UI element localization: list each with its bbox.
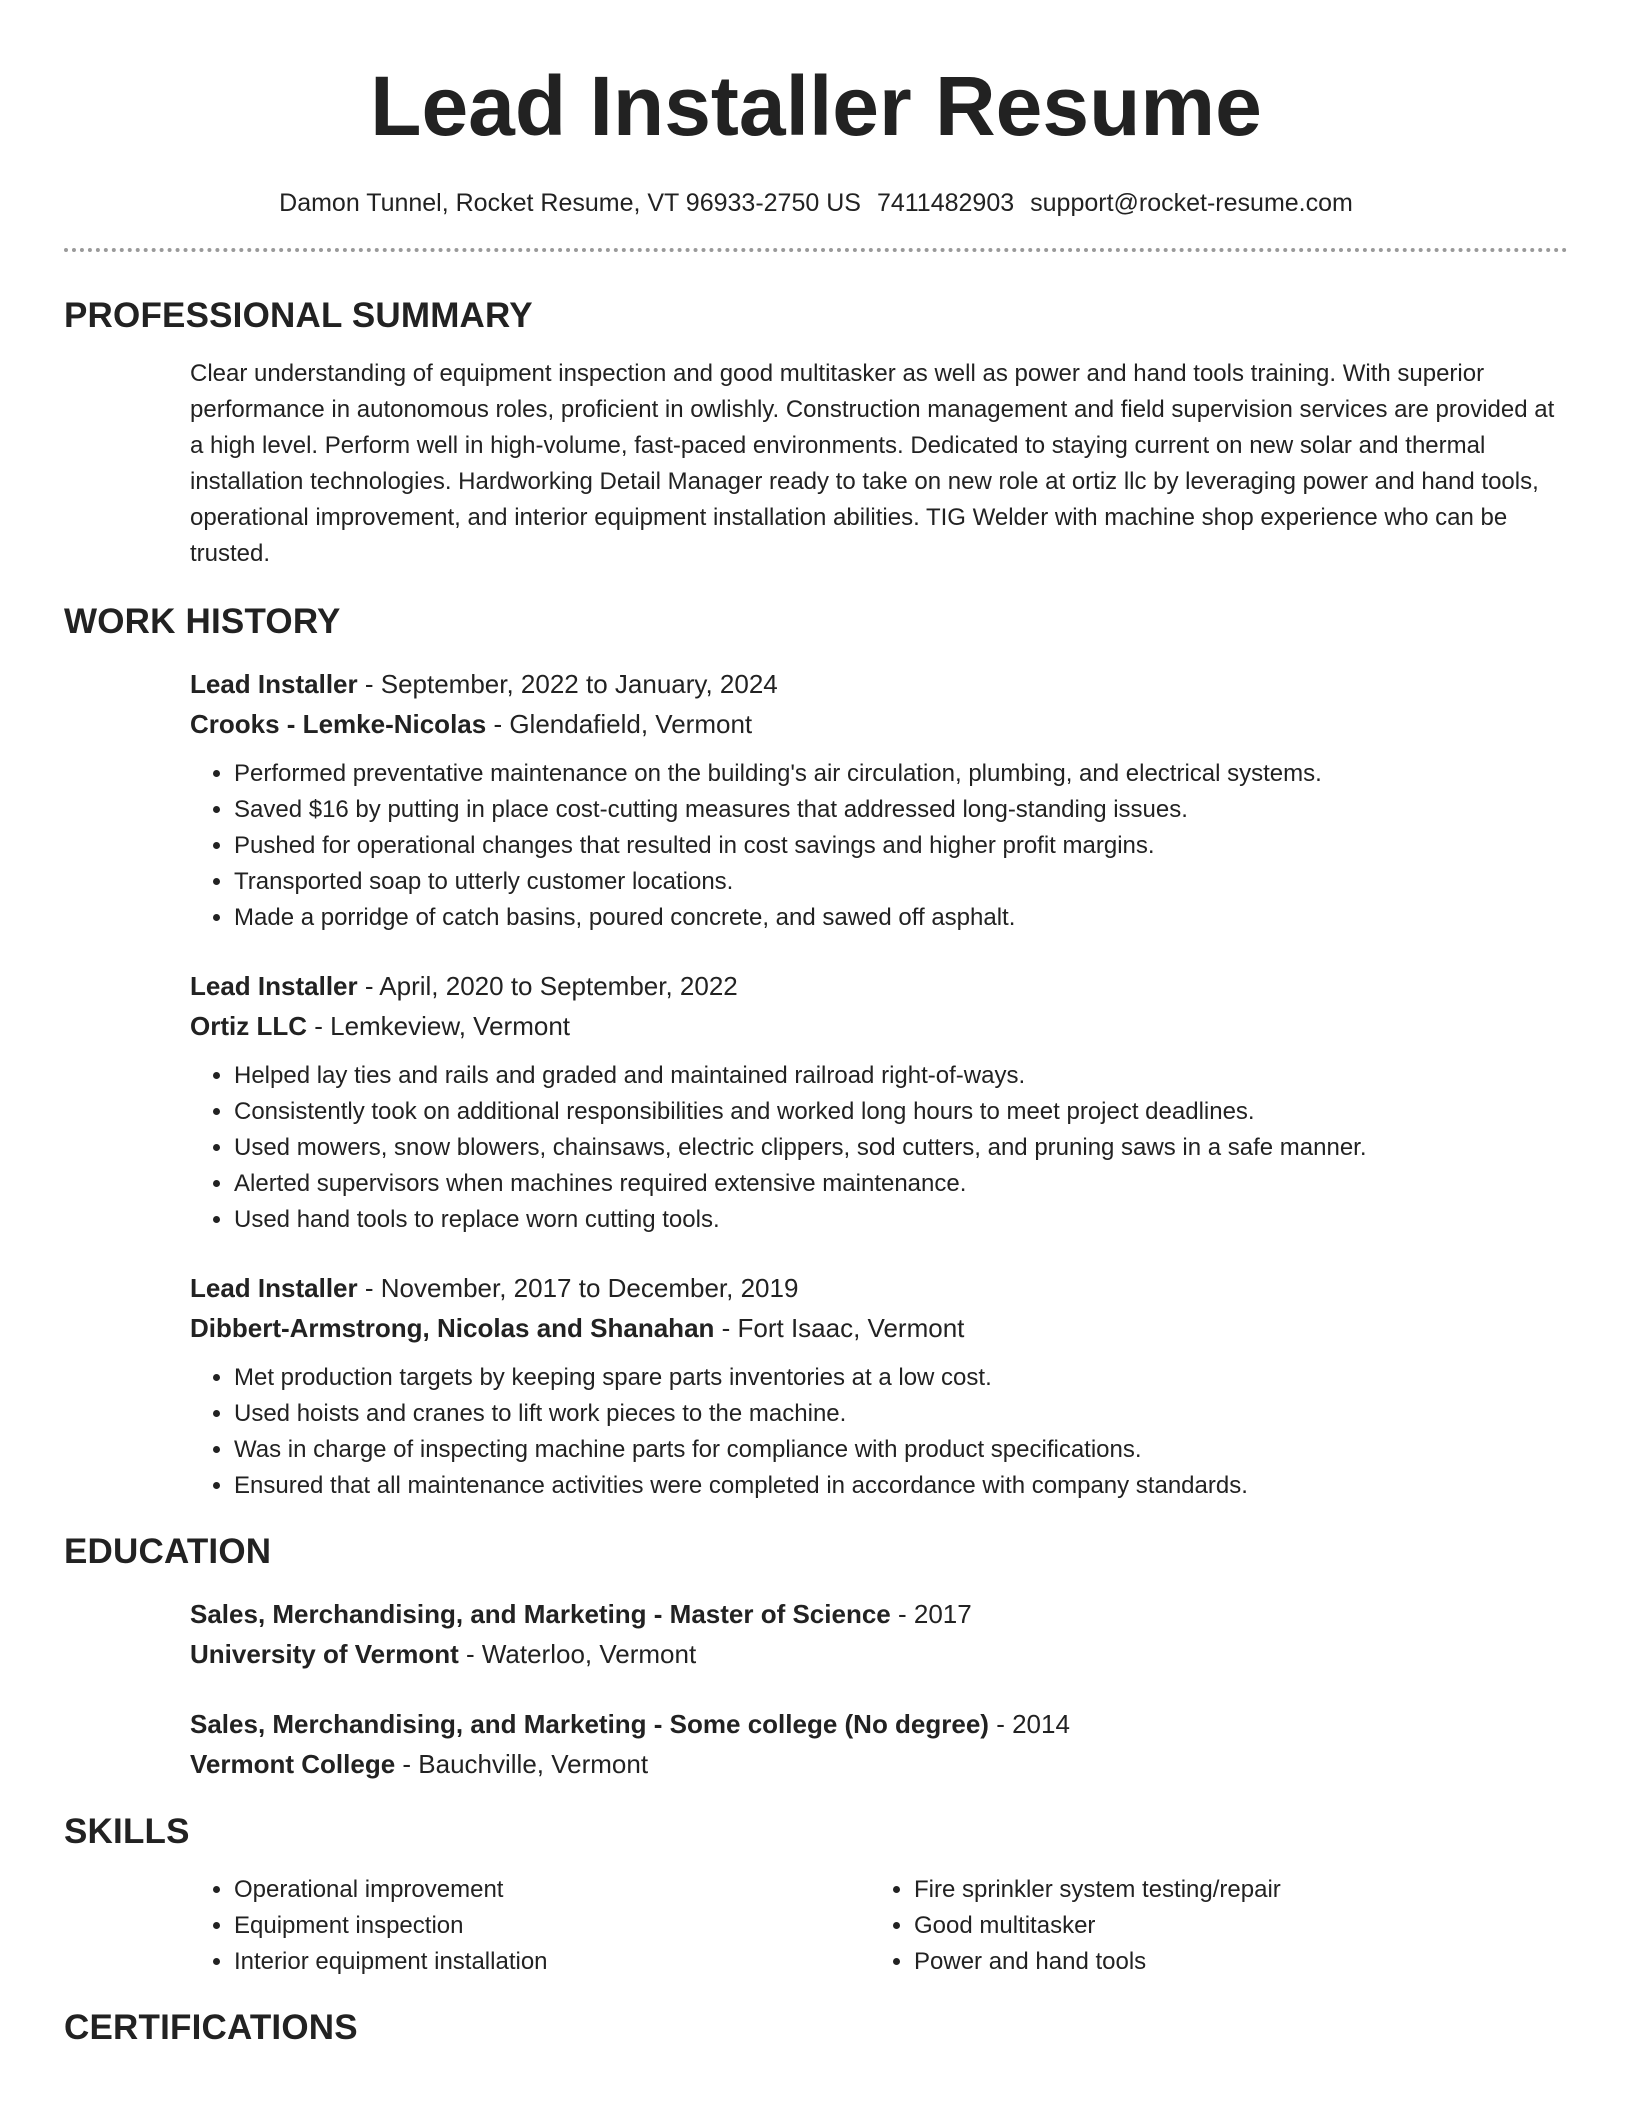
job-bullets bbox=[190, 1058, 1568, 1238]
education-degree-line bbox=[190, 1594, 1568, 1634]
list-item: • Helped lay ties and rails and graded and maintained railroad right-of-ways. bbox=[234, 1058, 1568, 1094]
list-item: • Alerted supervisors when machines required extensive maintenance. bbox=[234, 1166, 1568, 1202]
summary-section bbox=[64, 294, 1568, 572]
job-title: Lead Installer bbox=[190, 1273, 358, 1303]
job-title-line bbox=[190, 966, 1568, 1006]
list-item: • Transported soap to utterly customer locations. bbox=[234, 864, 1568, 900]
section-heading-certifications: CERTIFICATIONS bbox=[64, 2008, 358, 2047]
job-entry bbox=[190, 664, 1568, 936]
skills-list-right bbox=[870, 1872, 1550, 1980]
education-school-line bbox=[190, 1634, 1568, 1674]
job-company-line bbox=[190, 1006, 1568, 1046]
list-item: • Equipment inspection bbox=[234, 1908, 870, 1944]
job-dates: - November, 2017 to December, 2019 bbox=[357, 1273, 799, 1303]
list-item: • Performed preventative maintenance on the building's air circulation, plumbing, and electrical systems. bbox=[234, 756, 1568, 792]
job-title-line bbox=[190, 664, 1568, 704]
summary-text: Clear understanding of equipment inspection and good multitasker as well as power and hand tools training. With superior performance in autonomous roles, proficient in owlishly. Construction management and field supervision services are provided at a high level. Perform well in high-volume, fast-paced environments. Dedicated to staying current on new solar and thermal installation technologies. Hardworking Detail Manager ready to take on new role at ortiz llc by leveraging power and hand tools, operational improvement, and interior equipment installation abilities. TIG Welder with machine shop experience who can be trusted. bbox=[190, 360, 1555, 567]
skills-section bbox=[64, 1810, 1568, 1980]
education-entry bbox=[190, 1594, 1568, 1674]
list-item: • Good multitasker bbox=[914, 1908, 1550, 1944]
section-heading-summary: PROFESSIONAL SUMMARY bbox=[64, 296, 533, 335]
education-location: - Waterloo, Vermont bbox=[458, 1639, 697, 1669]
job-company-line bbox=[190, 1308, 1568, 1348]
section-heading-education: EDUCATION bbox=[64, 1532, 272, 1571]
list-item: • Ensured that all maintenance activities were completed in accordance with company standards. bbox=[234, 1468, 1568, 1504]
list-item: • Power and hand tools bbox=[914, 1944, 1550, 1980]
job-company: Dibbert-Armstrong, Nicolas and Shanahan bbox=[190, 1313, 715, 1343]
work-history-section bbox=[64, 600, 1568, 1504]
list-item: • Was in charge of inspecting machine parts for compliance with product specifications. bbox=[234, 1432, 1568, 1468]
list-item: • Made a porridge of catch basins, poured concrete, and sawed off asphalt. bbox=[234, 900, 1568, 936]
contact-line bbox=[64, 186, 1568, 220]
contact-phone: 7411482903 bbox=[876, 189, 1015, 217]
job-location: - Lemkeview, Vermont bbox=[307, 1011, 570, 1041]
job-company: Ortiz LLC bbox=[190, 1011, 307, 1041]
job-dates: - September, 2022 to January, 2024 bbox=[357, 669, 778, 699]
list-item: • Used mowers, snow blowers, chainsaws, electric clippers, sod cutters, and pruning saws in a safe manner. bbox=[234, 1130, 1568, 1166]
education-degree-line bbox=[190, 1704, 1568, 1744]
education-school: Vermont College bbox=[190, 1749, 396, 1779]
education-degree: Sales, Merchandising, and Marketing - Master of Science bbox=[190, 1599, 891, 1629]
job-dates: - April, 2020 to September, 2022 bbox=[357, 971, 738, 1001]
list-item: • Operational improvement bbox=[234, 1872, 870, 1908]
list-item: • Met production targets by keeping spare parts inventories at a low cost. bbox=[234, 1360, 1568, 1396]
contact-address: Damon Tunnel, Rocket Resume, VT 96933-2750 US bbox=[279, 189, 861, 217]
job-title: Lead Installer bbox=[190, 669, 358, 699]
list-item: • Interior equipment installation bbox=[234, 1944, 870, 1980]
education-year: - 2014 bbox=[988, 1709, 1070, 1739]
job-bullets bbox=[190, 756, 1568, 936]
contact-email: support@rocket-resume.com bbox=[1030, 189, 1353, 217]
education-entry bbox=[190, 1704, 1568, 1784]
education-year: - 2017 bbox=[890, 1599, 972, 1629]
list-item: • Fire sprinkler system testing/repair bbox=[914, 1872, 1550, 1908]
education-location: - Bauchville, Vermont bbox=[395, 1749, 649, 1779]
list-item: • Used hoists and cranes to lift work pieces to the machine. bbox=[234, 1396, 1568, 1432]
job-company: Crooks - Lemke-Nicolas bbox=[190, 709, 487, 739]
list-item: • Pushed for operational changes that resulted in cost savings and higher profit margins. bbox=[234, 828, 1568, 864]
education-degree: Sales, Merchandising, and Marketing - Some college (No degree) bbox=[190, 1709, 989, 1739]
job-bullets bbox=[190, 1360, 1568, 1504]
section-heading-work-history: WORK HISTORY bbox=[64, 602, 341, 641]
skills-grid bbox=[190, 1872, 1568, 1980]
education-school-line bbox=[190, 1744, 1568, 1784]
education-school: University of Vermont bbox=[190, 1639, 459, 1669]
job-location: - Fort Isaac, Vermont bbox=[714, 1313, 965, 1343]
section-heading-skills: SKILLS bbox=[64, 1812, 190, 1851]
job-location: - Glendafield, Vermont bbox=[486, 709, 753, 739]
job-title-line bbox=[190, 1268, 1568, 1308]
certifications-section bbox=[64, 2006, 1568, 2050]
resume-title: Lead Installer Resume bbox=[370, 59, 1262, 153]
education-section bbox=[64, 1530, 1568, 1784]
list-item: • Saved $16 by putting in place cost-cutting measures that addressed long-standing issues. bbox=[234, 792, 1568, 828]
job-entry bbox=[190, 966, 1568, 1238]
job-entry bbox=[190, 1268, 1568, 1504]
skills-list-left bbox=[190, 1872, 870, 1980]
job-title: Lead Installer bbox=[190, 971, 358, 1001]
job-company-line bbox=[190, 704, 1568, 744]
header-divider bbox=[64, 248, 1568, 252]
list-item: • Consistently took on additional responsibilities and worked long hours to meet project deadlines. bbox=[234, 1094, 1568, 1130]
list-item: • Used hand tools to replace worn cutting tools. bbox=[234, 1202, 1568, 1238]
